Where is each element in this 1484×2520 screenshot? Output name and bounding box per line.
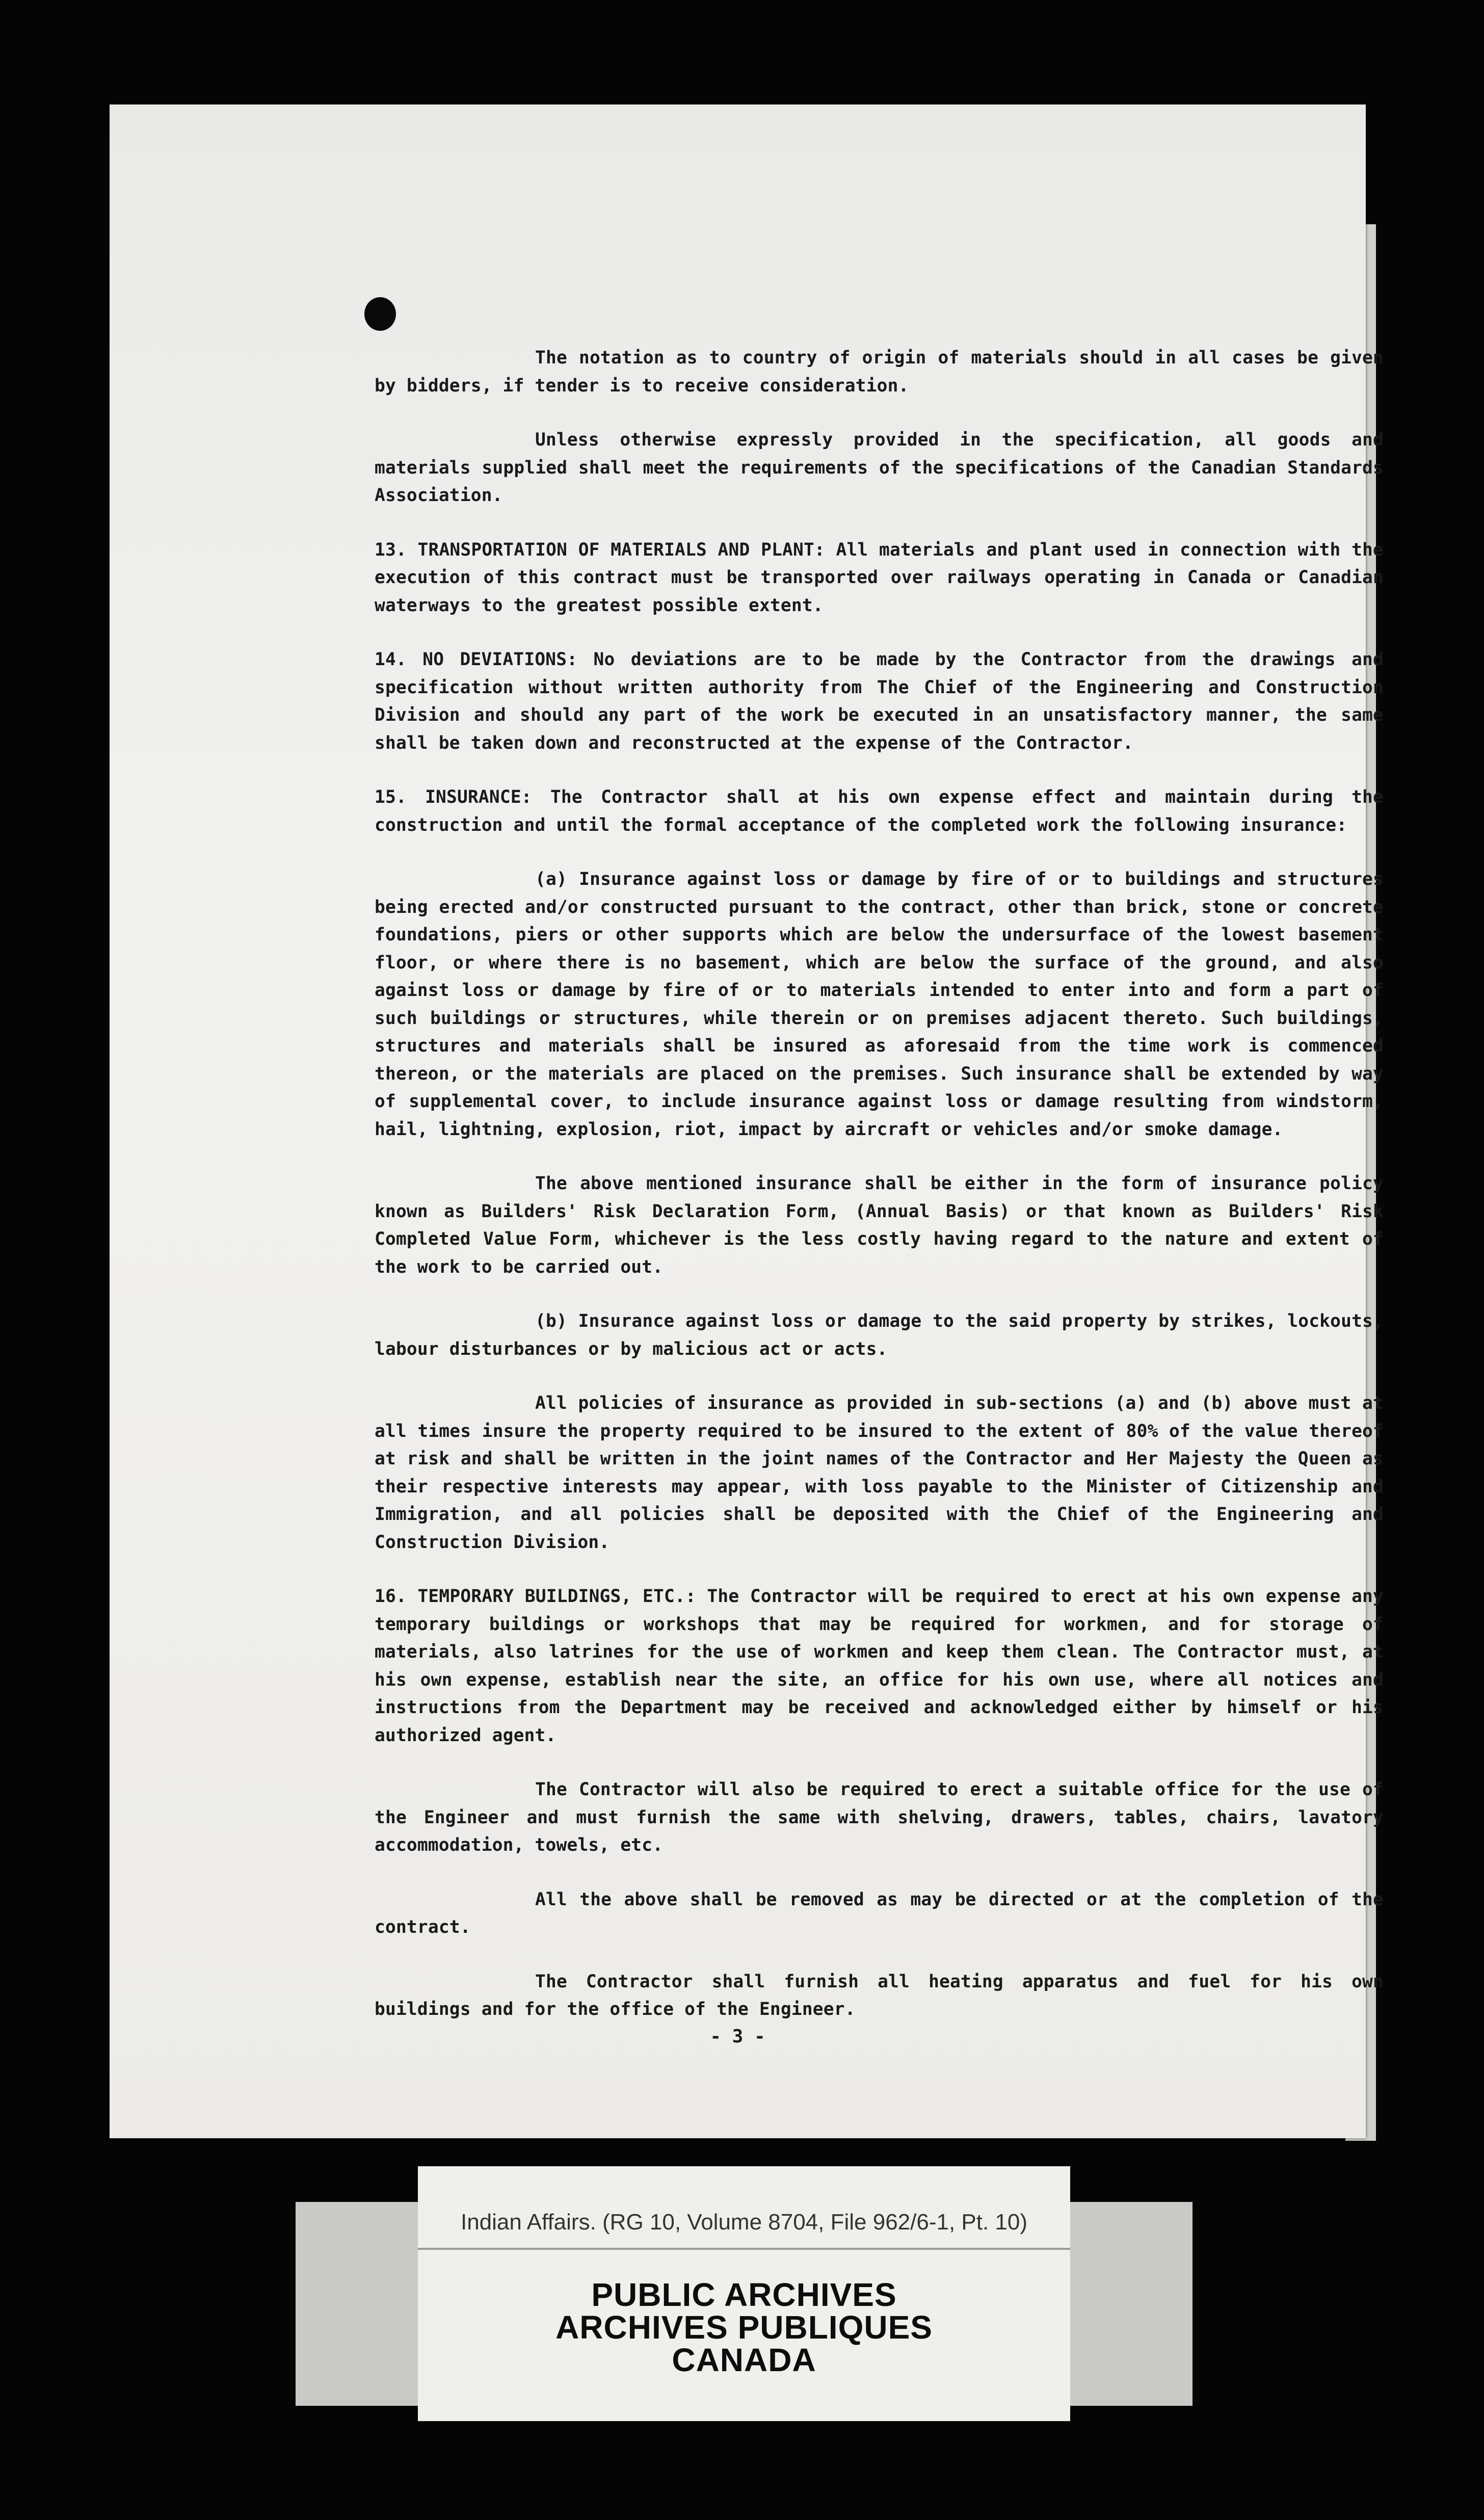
section-13-transportation: 13. TRANSPORTATION OF MATERIALS AND PLANT: All materials and plant used in connection with the execution of this contract must be transported over railways operating in Canada or Canadian waterways to the greatest possible extent.: [375, 539, 1384, 616]
page-number: - 3 -: [710, 2026, 765, 2047]
punch-hole: [364, 297, 396, 331]
paragraph-origin-notation: The notation as to country of origin of materials should in all cases be given by bidders, if tender is to receive consideration.: [375, 348, 1384, 396]
document-body: [375, 344, 1384, 2050]
section-15-insurance: 15. INSURANCE: The Contractor shall at his own expense effect and maintain during the construction and until the formal acceptance of the completed work the following insurance:: [375, 787, 1384, 835]
section-14-no-deviations: 14. NO DEVIATIONS: No deviations are to be made by the Contractor from the drawings and specification without written authority from The Chief of the Engineering and Construction Division and should any part of the work be executed in an unsatisfactory manner, the same shall be taken down and reconstructed at the expense of the Contractor.: [375, 649, 1384, 753]
paragraph-standards: Unless otherwise expressly provided in the specification, all goods and materials supplied shall meet the requirements of the specifications of the Canadian Standards Association.: [375, 430, 1384, 506]
stamp-line-2: ARCHIVES PUBLIQUES: [555, 2309, 933, 2346]
insurance-subsection-b: (b) Insurance against loss or damage to the said property by strikes, lockouts, labour disturbances or by malicious act or acts.: [375, 1311, 1384, 1359]
paragraph-insurance-form: The above mentioned insurance shall be either in the form of insurance policy known as Builders' Risk Declaration Form, (Annual Basis) or that known as Builders' Risk Completed Value Form, whichever is the less costly having regard to the nature and extent of the work to be carried out.: [375, 1173, 1384, 1277]
stamp-line-1: PUBLIC ARCHIVES: [591, 2276, 897, 2313]
paragraph-engineer-office: The Contractor will also be required to erect a suitable office for the use of the Engineer and must furnish the same with shelving, drawers, tables, chairs, lavatory accommodation, towels, etc.: [375, 1779, 1384, 1855]
insurance-subsection-a: (a) Insurance against loss or damage by fire of or to buildings and structures being erected and/or constructed pursuant to the contract, other than brick, stone or concrete foundations, piers or other supports which are below the undersurface of the lowest basement floor, or where there is no basement, which are below the surface of the ground, and also against loss or damage by fire of or to materials intended to enter into and form a part of such buildings or structures, while therein or on premises adjacent thereto. Such buildings, structures and materials shall be insured as aforesaid from the time work is commenced thereon, or the materials are placed on the premises. Such insurance shall be extended by way of supplemental cover, to include insurance against loss or damage resulting from windstorm, hail, lightning, explosion, riot, impact by aircraft or vehicles and/or smoke damage.: [375, 869, 1384, 1140]
label-divider: [418, 2248, 1070, 2250]
stamp-line-3: CANADA: [672, 2342, 816, 2378]
archive-stamp: [418, 2278, 1070, 2376]
paragraph-removal: All the above shall be removed as may be directed or at the completion of the contract.: [375, 1889, 1384, 1937]
document-page: [110, 104, 1384, 2138]
paragraph-policies: All policies of insurance as provided in sub-sections (a) and (b) above must at all times insure the property required to be insured to the extent of 80% of the value thereof at risk and shall be written in the joint names of the Contractor and Her Majesty the Queen as their respective interests may appear, with loss payable to the Minister of Citizenship and Immigration, and all policies shall be deposited with the Chief of the Engineering and Construction Division.: [375, 1393, 1384, 1553]
section-16-temporary-buildings: 16. TEMPORARY BUILDINGS, ETC.: The Contractor will be required to erect at his own expense any temporary buildings or workshops that may be required for workmen, and for storage of materials, also latrines for the use of workmen and keep them clean. The Contractor must, at his own expense, establish near the site, an office for his own use, where all notices and instructions from the Department may be received and acknowledged either by himself or his authorized agent.: [375, 1586, 1384, 1746]
archive-reference: Indian Affairs. (RG 10, Volume 8704, File 962/6-1, Pt. 10): [460, 2210, 1028, 2235]
paragraph-heating: The Contractor shall furnish all heating apparatus and fuel for his own buildings and for the office of the Engineer.: [375, 1971, 1384, 2019]
